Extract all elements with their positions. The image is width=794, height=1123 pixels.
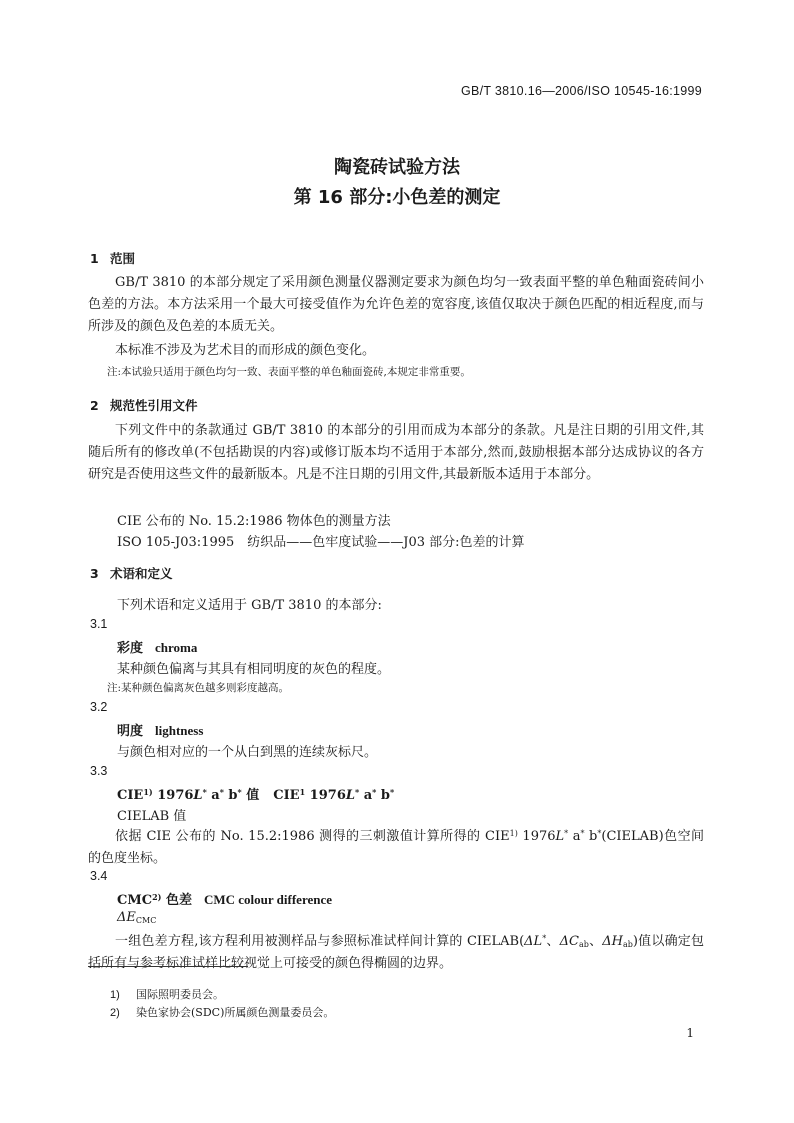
- symbol-subscript: ab: [623, 940, 633, 949]
- term-text: 1976: [305, 788, 346, 803]
- definition-text: 一组色差方程,该方程利用被测样品与参照标准试样间计算的 CIELAB(: [115, 934, 525, 949]
- section-3-intro: 下列术语和定义适用于 GB/T 3810 的本部分:: [117, 598, 382, 613]
- term-symbol: ΔH: [602, 934, 624, 949]
- term-symbol: ΔC: [559, 934, 579, 949]
- section-number: 1: [90, 251, 99, 266]
- reference-iso: ISO 105-J03:1995 纺织品——色牢度试验——J03 部分:色差的计算: [117, 535, 525, 550]
- footnote-2: [110, 1004, 334, 1020]
- clause-3-2-number: 3.2: [90, 700, 108, 714]
- term-text: 色差: [161, 893, 192, 908]
- symbol-text: ΔE: [117, 910, 136, 925]
- term-star: *: [597, 829, 602, 838]
- term-star: *: [564, 829, 569, 838]
- section-1-paragraph-2: 本标准不涉及为艺术目的而形成的颜色变化。: [115, 343, 376, 358]
- section-2-heading: [90, 396, 198, 414]
- definition-text: 依据 CIE 公布的 No. 15.2:1986 测得的三刺激值计算所得的 CIE: [115, 829, 510, 844]
- footnote-text: 国际照明委员会。: [136, 988, 224, 1001]
- footnote-1: [110, 986, 224, 1002]
- footnote-number: 1): [110, 989, 120, 1001]
- term-star: *: [580, 829, 585, 838]
- term-cie1976: [117, 784, 394, 803]
- term-symbol: a: [568, 829, 581, 844]
- definition-text: (CIELAB)色空间的色度坐标。: [88, 829, 705, 866]
- term-symbol: L: [555, 829, 565, 844]
- term-text: 1976: [152, 788, 194, 803]
- term-star: *: [237, 787, 242, 797]
- term-symbol: b: [584, 829, 598, 844]
- term-text: CIE: [273, 788, 300, 803]
- definition-chroma: 某种颜色偏离与其具有相同明度的灰色的程度。: [117, 662, 391, 677]
- term-star: *: [355, 787, 360, 797]
- clause-3-3-number: 3.3: [90, 764, 108, 778]
- term-text: CMC: [117, 893, 153, 908]
- definition-text: )值以确定包括所有与参考标准试样比较视觉上可接受的颜色得椭圆的边界。: [88, 934, 704, 971]
- footnote-ref: 1): [143, 787, 153, 797]
- term-lightness: [117, 720, 203, 739]
- section-3-heading: [90, 564, 173, 582]
- section-title: 范围: [110, 251, 136, 266]
- term-star: *: [202, 787, 207, 797]
- term-english: CMC colour difference: [203, 892, 333, 907]
- section-1-note: 注:本试验只适用于颜色均匀一致、表面平整的单色釉面瓷砖,本规定非常重要。: [107, 366, 471, 378]
- section-number: 3: [90, 566, 99, 581]
- footnote-ref: 1): [509, 829, 518, 838]
- definition-lightness: 与颜色相对应的一个从白到黑的连续灰标尺。: [117, 745, 378, 760]
- term-star: *: [542, 934, 547, 943]
- clause-3-1-number: 3.1: [90, 617, 108, 631]
- term-symbol: b: [223, 788, 238, 803]
- term-symbol: L: [345, 788, 356, 803]
- term-chinese: 彩度: [117, 641, 144, 656]
- section-number: 2: [90, 398, 99, 413]
- term-chroma: [117, 637, 197, 656]
- symbol-subscript: ab: [578, 940, 589, 949]
- term-symbol: ΔL: [524, 934, 543, 949]
- section-title: 术语和定义: [110, 566, 173, 581]
- term-alternative: CIELAB 值: [117, 809, 187, 824]
- section-1-paragraph-1: GB/T 3810 的本部分规定了采用颜色测量仪器测定要求为颜色均匀一致表面平整的单色釉面瓷砖间小色差的方法。本方法采用一个最大可接受值作为允许色差的宽容度,该值仅取决于颜色匹配的相近程度,而与所涉及的颜色及色差的本质无关。: [88, 275, 704, 334]
- footnote-text: 染色家协会(SDC)所属颜色测量委员会。: [136, 1006, 335, 1019]
- term-star: *: [389, 787, 395, 797]
- term-chinese: 明度: [117, 724, 144, 739]
- term-symbol: a: [359, 788, 373, 803]
- reference-cie: CIE 公布的 No. 15.2:1986 物体色的测量方法: [117, 514, 391, 529]
- section-title: 规范性引用文件: [110, 398, 198, 413]
- standard-code: GB/T 3810.16—2006/ISO 10545-16:1999: [461, 84, 702, 98]
- footnote-number: 2): [110, 1007, 120, 1019]
- term-english: chroma: [155, 640, 198, 655]
- term-symbol-delta-e: [117, 910, 156, 925]
- definition-text: 1976: [517, 829, 556, 844]
- definition-cie1976: [88, 826, 704, 870]
- document-title: 陶瓷砖试验方法: [334, 157, 460, 178]
- term-star: *: [219, 787, 224, 797]
- footnote-separator: [88, 966, 248, 967]
- page-number: 1: [686, 1026, 694, 1040]
- clause-3-4-number: 3.4: [90, 869, 108, 883]
- symbol-subscript: CMC: [135, 916, 157, 925]
- footnote-ref: 2): [152, 892, 162, 902]
- note-chroma: 注:某种颜色偏离灰色越多则彩度越高。: [107, 682, 290, 694]
- term-text: 值: [241, 788, 260, 803]
- term-symbol: b: [376, 788, 390, 803]
- term-symbol: a: [206, 788, 220, 803]
- section-1-heading: [90, 249, 135, 267]
- definition-cmc: 一组色差方程,该方程利用被测样品与参照标准试样间计算的 CIELAB(ΔL*、$\Delta C_{ab}$、$\Delta H_{ab}$)值以确定包括所有与参考标准试样比较视觉上可接受的颜色得椭圆的边界。: [88, 934, 704, 971]
- section-2-paragraph: 下列文件中的条款通过 GB/T 3810 的本部分的引用而成为本部分的条款。凡是注日期的引用文件,其随后所有的修改单(不包括勘误的内容)或修订版本均不适用于本部分,然而,鼓励根据本部分达成协议的各方研究是否使用这些文件的最新版本。凡是不注日期的引用文件,其最新版本适用于本部分。: [88, 423, 704, 482]
- term-cmc: [117, 889, 332, 908]
- term-symbol: L: [193, 788, 203, 803]
- term-english: lightness: [155, 723, 204, 738]
- document-subtitle: 第 16 部分:小色差的测定: [293, 187, 501, 208]
- term-text: CIE: [117, 788, 144, 803]
- footnote-ref: 1: [299, 787, 306, 797]
- term-star: *: [372, 787, 377, 797]
